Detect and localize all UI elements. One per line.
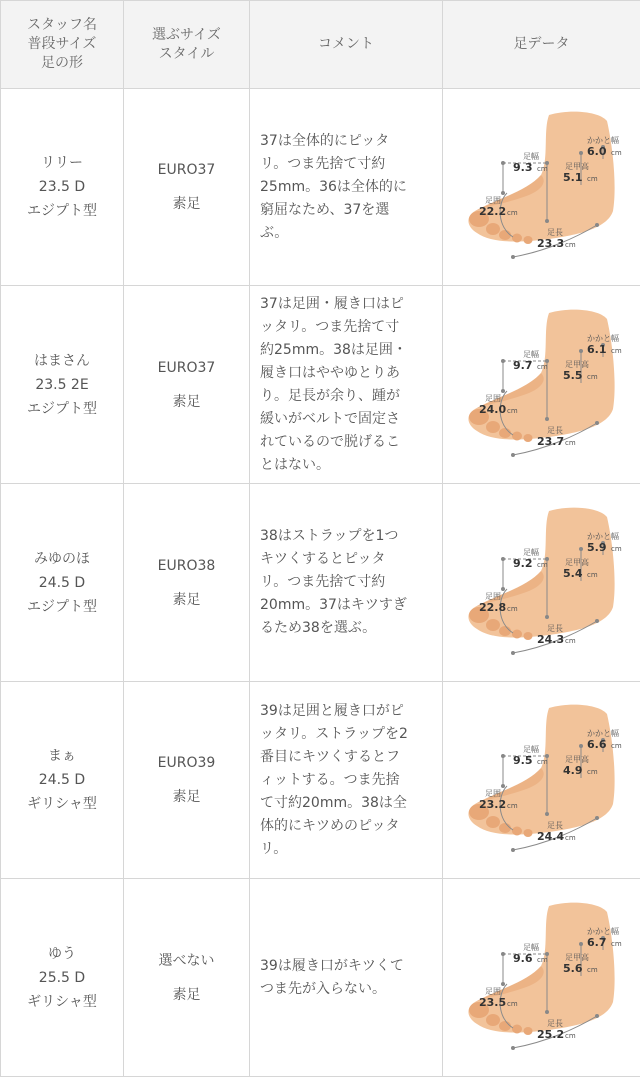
spacer bbox=[124, 182, 249, 192]
usual-size: 25.5 D bbox=[1, 966, 123, 990]
comment-line: 緩いがベルトで固定さ bbox=[260, 408, 428, 431]
girth-label: 足囲 bbox=[485, 394, 501, 403]
comment-line: リ。 bbox=[260, 838, 428, 861]
length-value: 25.2 bbox=[537, 1028, 564, 1041]
girth-unit: cm bbox=[507, 1000, 518, 1008]
instep-unit: cm bbox=[587, 373, 598, 381]
chosen-size: EURO37 bbox=[124, 356, 249, 380]
length-unit: cm bbox=[565, 241, 576, 249]
heel-value: 5.9 bbox=[587, 541, 607, 554]
chosen-size: EURO38 bbox=[124, 554, 249, 578]
header-staff: スタッフ名 普段サイズ 足の形 bbox=[1, 1, 124, 89]
foot-data-cell bbox=[443, 89, 640, 286]
heel-unit: cm bbox=[611, 940, 622, 948]
width-unit: cm bbox=[537, 165, 548, 173]
heel-value: 6.7 bbox=[587, 936, 607, 949]
girth-unit: cm bbox=[507, 605, 518, 613]
table-row bbox=[1, 484, 640, 682]
usual-size: 24.5 D bbox=[1, 768, 123, 792]
comment-line: リ。つま先捨て寸約 bbox=[260, 571, 428, 594]
comment-line: 39は履き口がキツくて bbox=[260, 955, 428, 978]
size-cell bbox=[124, 682, 250, 879]
staff-name: はまさん bbox=[1, 349, 123, 373]
comment-line: 履き口はややゆとりあ bbox=[260, 362, 428, 385]
width-label: 足幅 bbox=[523, 547, 539, 557]
foot-data-cell bbox=[443, 682, 640, 879]
length-label: 足長 bbox=[547, 821, 563, 830]
comment-line: て寸約20mm。38は全 bbox=[260, 792, 428, 815]
length-value: 24.4 bbox=[537, 830, 564, 843]
girth-label: 足囲 bbox=[485, 592, 501, 601]
foot-shape: ギリシャ型 bbox=[1, 990, 123, 1014]
usual-size: 23.5 2E bbox=[1, 373, 123, 397]
staff-cell bbox=[1, 682, 124, 879]
heel-unit: cm bbox=[611, 347, 622, 355]
foot-shape: ギリシャ型 bbox=[1, 792, 123, 816]
style-label: 素足 bbox=[124, 983, 249, 1007]
girth-value: 23.2 bbox=[479, 798, 506, 811]
header-row bbox=[1, 1, 640, 89]
width-unit: cm bbox=[537, 956, 548, 964]
width-value: 9.2 bbox=[513, 557, 533, 570]
comment-line: とはない。 bbox=[260, 454, 428, 477]
header-foot: 足データ bbox=[443, 1, 640, 89]
length-label: 足長 bbox=[547, 624, 563, 633]
comment-line: リ。つま先捨て寸約 bbox=[260, 153, 428, 176]
length-unit: cm bbox=[565, 637, 576, 645]
comment-line: ッタリ。ストラップを2 bbox=[260, 723, 428, 746]
width-value: 9.7 bbox=[513, 359, 533, 372]
width-label: 足幅 bbox=[523, 151, 539, 161]
heel-unit: cm bbox=[611, 742, 622, 750]
foot-diagram bbox=[457, 898, 627, 1058]
heel-label: かかと幅 bbox=[587, 728, 619, 738]
instep-label: 足甲高 bbox=[565, 359, 589, 369]
heel-value: 6.6 bbox=[587, 738, 607, 751]
comment-cell bbox=[250, 879, 443, 1077]
staff-name: みゆのほ bbox=[1, 547, 123, 571]
spacer bbox=[124, 973, 249, 983]
length-unit: cm bbox=[565, 439, 576, 447]
length-label: 足長 bbox=[547, 228, 563, 237]
width-unit: cm bbox=[537, 758, 548, 766]
comment-line: 37は足囲・履き口はピ bbox=[260, 293, 428, 316]
heel-unit: cm bbox=[611, 545, 622, 553]
instep-label: 足甲高 bbox=[565, 754, 589, 764]
length-label: 足長 bbox=[547, 1019, 563, 1028]
length-value: 23.7 bbox=[537, 435, 564, 448]
comment-line: キツくするとピッタ bbox=[260, 548, 428, 571]
comment-line: 39は足囲と履き口がピ bbox=[260, 700, 428, 723]
girth-label: 足囲 bbox=[485, 789, 501, 798]
girth-value: 24.0 bbox=[479, 403, 506, 416]
comment-line: ィットする。つま先捨 bbox=[260, 769, 428, 792]
comment-line: 窮屈なため、37を選 bbox=[260, 199, 428, 222]
instep-value: 5.1 bbox=[563, 171, 583, 184]
girth-unit: cm bbox=[507, 802, 518, 810]
instep-label: 足甲高 bbox=[565, 557, 589, 567]
foot-diagram bbox=[457, 305, 627, 465]
spacer bbox=[124, 380, 249, 390]
heel-unit: cm bbox=[611, 149, 622, 157]
staff-name: ゆう bbox=[1, 942, 123, 966]
size-cell bbox=[124, 879, 250, 1077]
width-label: 足幅 bbox=[523, 349, 539, 359]
heel-label: かかと幅 bbox=[587, 926, 619, 936]
size-cell bbox=[124, 89, 250, 286]
table-row bbox=[1, 286, 640, 484]
foot-diagram bbox=[457, 107, 627, 267]
style-label: 素足 bbox=[124, 390, 249, 414]
comment-line: れているので脱げるこ bbox=[260, 431, 428, 454]
staff-cell bbox=[1, 286, 124, 484]
width-value: 9.6 bbox=[513, 952, 533, 965]
comment-line: ッタリ。つま先捨て寸 bbox=[260, 316, 428, 339]
style-label: 素足 bbox=[124, 192, 249, 216]
girth-label: 足囲 bbox=[485, 196, 501, 205]
table-row bbox=[1, 89, 640, 286]
length-value: 24.3 bbox=[537, 633, 564, 646]
size-cell bbox=[124, 484, 250, 682]
foot-diagram bbox=[457, 700, 627, 860]
comment-line: るため38を選ぶ。 bbox=[260, 617, 428, 640]
staff-cell bbox=[1, 879, 124, 1077]
comment-cell bbox=[250, 484, 443, 682]
foot-shape: エジプト型 bbox=[1, 199, 123, 223]
instep-unit: cm bbox=[587, 966, 598, 974]
comment-line: 体的にキツめのピッタ bbox=[260, 815, 428, 838]
instep-unit: cm bbox=[587, 768, 598, 776]
girth-value: 23.5 bbox=[479, 996, 506, 1009]
instep-value: 4.9 bbox=[563, 764, 583, 777]
width-unit: cm bbox=[537, 363, 548, 371]
comment-line: 20mm。37はキツすぎ bbox=[260, 594, 428, 617]
chosen-size: 選べない bbox=[124, 949, 249, 973]
spacer bbox=[124, 578, 249, 588]
comment-cell bbox=[250, 286, 443, 484]
staff-cell bbox=[1, 484, 124, 682]
width-unit: cm bbox=[537, 561, 548, 569]
spacer bbox=[124, 775, 249, 785]
style-label: 素足 bbox=[124, 785, 249, 809]
length-unit: cm bbox=[565, 1032, 576, 1040]
girth-label: 足囲 bbox=[485, 987, 501, 996]
header-comment: コメント bbox=[250, 1, 443, 89]
comment-line: 38はストラップを1つ bbox=[260, 525, 428, 548]
foot-shape: エジプト型 bbox=[1, 397, 123, 421]
comment-cell bbox=[250, 682, 443, 879]
instep-unit: cm bbox=[587, 175, 598, 183]
usual-size: 24.5 D bbox=[1, 571, 123, 595]
heel-value: 6.0 bbox=[587, 145, 607, 158]
staff-name: リリー bbox=[1, 151, 123, 175]
width-label: 足幅 bbox=[523, 942, 539, 952]
instep-unit: cm bbox=[587, 571, 598, 579]
width-value: 9.3 bbox=[513, 161, 533, 174]
foot-data-cell bbox=[443, 286, 640, 484]
instep-label: 足甲高 bbox=[565, 952, 589, 962]
heel-label: かかと幅 bbox=[587, 531, 619, 541]
foot-data-cell bbox=[443, 484, 640, 682]
staff-name: まぁ bbox=[1, 744, 123, 768]
foot-diagram bbox=[457, 503, 627, 663]
heel-label: かかと幅 bbox=[587, 333, 619, 343]
comment-line: つま先が入らない。 bbox=[260, 978, 428, 1001]
instep-value: 5.4 bbox=[563, 567, 583, 580]
comment-line: 約25mm。38は足囲・ bbox=[260, 339, 428, 362]
girth-value: 22.2 bbox=[479, 205, 506, 218]
instep-value: 5.5 bbox=[563, 369, 583, 382]
comment-line: り。足長が余り、踵が bbox=[260, 385, 428, 408]
comment-line: 25mm。36は全体的に bbox=[260, 176, 428, 199]
instep-value: 5.6 bbox=[563, 962, 583, 975]
table-row bbox=[1, 682, 640, 879]
instep-label: 足甲高 bbox=[565, 161, 589, 171]
chosen-size: EURO39 bbox=[124, 751, 249, 775]
length-unit: cm bbox=[565, 834, 576, 842]
usual-size: 23.5 D bbox=[1, 175, 123, 199]
foot-data-cell bbox=[443, 879, 640, 1077]
girth-value: 22.8 bbox=[479, 601, 506, 614]
length-value: 23.3 bbox=[537, 237, 564, 250]
table-row bbox=[1, 879, 640, 1077]
foot-shape: エジプト型 bbox=[1, 595, 123, 619]
comment-line: 37は全体的にピッタ bbox=[260, 130, 428, 153]
heel-value: 6.1 bbox=[587, 343, 607, 356]
chosen-size: EURO37 bbox=[124, 158, 249, 182]
style-label: 素足 bbox=[124, 588, 249, 612]
comment-line: ぶ。 bbox=[260, 222, 428, 245]
size-cell bbox=[124, 286, 250, 484]
staff-cell bbox=[1, 89, 124, 286]
header-size: 選ぶサイズ スタイル bbox=[124, 1, 250, 89]
heel-label: かかと幅 bbox=[587, 135, 619, 145]
width-value: 9.5 bbox=[513, 754, 533, 767]
length-label: 足長 bbox=[547, 426, 563, 435]
girth-unit: cm bbox=[507, 407, 518, 415]
girth-unit: cm bbox=[507, 209, 518, 217]
comment-line: 番目にキツくするとフ bbox=[260, 746, 428, 769]
comment-cell bbox=[250, 89, 443, 286]
width-label: 足幅 bbox=[523, 744, 539, 754]
